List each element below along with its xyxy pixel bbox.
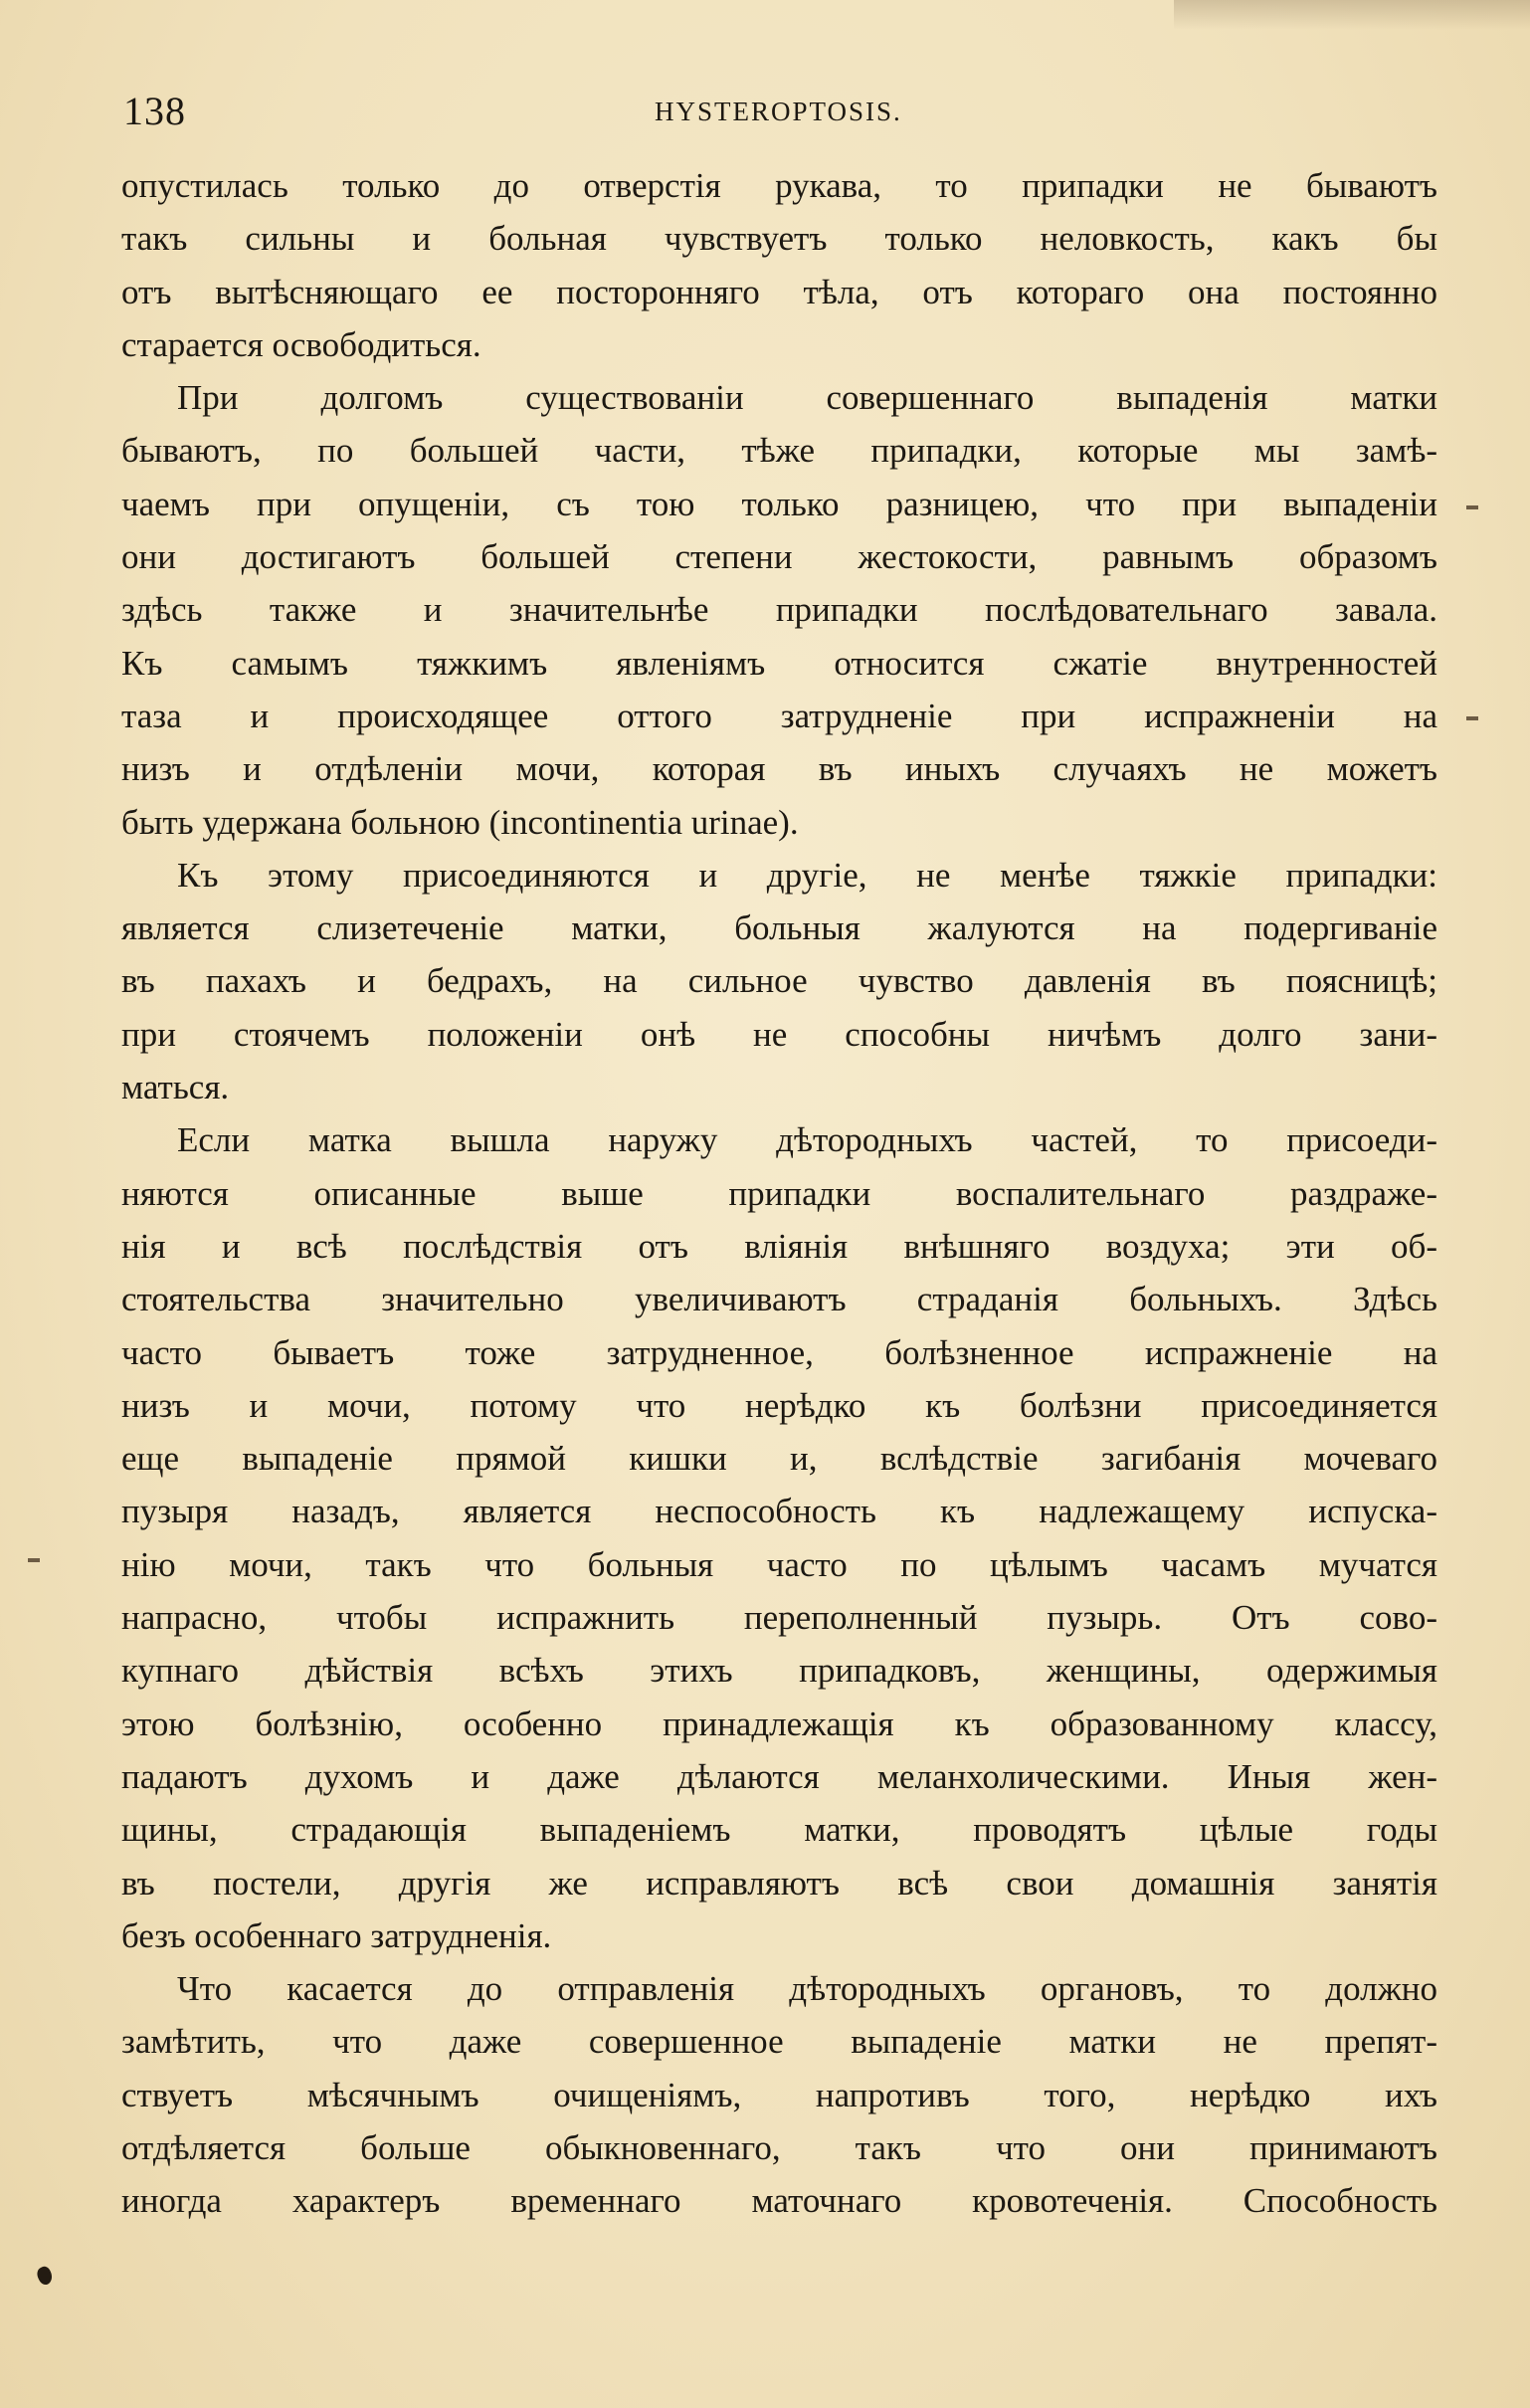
text-line: опустилась только до отверстія рукава, то припадки не бываютъ [121,166,1437,205]
ink-blot [35,2265,55,2287]
text-line: напрасно, чтобы испражнить переполненный пузырь. Отъ сово- [121,1598,1437,1638]
text-line: Къ самымъ тяжкимъ явленіямъ относится сжатіе внутренностей [121,643,1437,683]
paragraph [121,849,1437,1113]
margin-mark [1466,716,1478,720]
text-line: щины, страдающія выпаденіемъ матки, проводятъ цѣлые годы [121,1810,1437,1850]
text-line: таза и происходящее оттого затрудненіе при испражненіи на [121,696,1437,735]
text-line: замѣтить, что даже совершенное выпаденіе матки не препят- [121,2022,1437,2062]
paragraph [121,1962,1437,2227]
text-line: Къ этому присоединяются и другіе, не менѣе тяжкіе припадки: [177,855,1437,895]
text-line: купнаго дѣйствія всѣхъ этихъ припадковъ, женщины, одержимыя [121,1651,1437,1691]
text-line: низъ и отдѣленіи мочи, которая въ иныхъ случаяхъ не можетъ [121,749,1437,789]
text-line: старается освободиться. [121,324,481,364]
page-number: 138 [123,89,186,133]
body-text [121,159,1437,2228]
text-line: иногда характеръ временнаго маточнаго кровотеченія. Способность [121,2181,1437,2221]
text-line: еще выпаденіе прямой кишки и, вслѣдствіе загибанія мочеваго [121,1439,1437,1479]
text-line: бываютъ, по большей части, тѣже припадки, которые мы замѣ- [121,431,1437,471]
text-line: маться. [121,1068,230,1107]
text-line: отдѣляется больше обыкновеннаго, такъ что они принимаютъ [121,2127,1437,2167]
text-line: падаютъ духомъ и даже дѣлаются меланхолическими. Иныя жен- [121,1756,1437,1796]
text-line: пузыря назадъ, является неспособность къ надлежащему испуска- [121,1492,1437,1531]
text-line: Что касается до отправленія дѣтородныхъ органовъ, то должно [177,1969,1437,2009]
text-line: часто бываетъ тоже затрудненное, болѣзненное испражненіе на [121,1332,1437,1372]
text-line: безъ особеннаго затрудненія. [121,1915,552,1955]
text-line: быть удержана больною (incontinentia urinae). [121,802,799,842]
margin-mark [1466,505,1478,509]
text-line: нію мочи, такъ что больныя часто по цѣлымъ часамъ мучатся [121,1544,1437,1584]
text-line: Если матка вышла наружу дѣтородныхъ частей, то присоеди- [177,1120,1437,1160]
running-head: HYSTEROPTOSIS. [655,97,902,126]
text-line: они достигаютъ большей степени жестокости, равнымъ образомъ [121,537,1437,577]
text-line: ствуетъ мѣсячнымъ очищеніямъ, напротивъ того, нерѣдко ихъ [121,2075,1437,2114]
text-line: при стоячемъ положеніи онѣ не способны ничѣмъ долго зани- [121,1014,1437,1054]
text-line: въ пахахъ и бедрахъ, на сильное чувство давленія въ поясницѣ; [121,961,1437,1001]
margin-mark [28,1558,40,1562]
paragraph [121,371,1437,849]
text-line: этою болѣзнію, особенно принадлежащія къ образованному классу, [121,1704,1437,1743]
text-line: отъ вытѣсняющаго ее посторонняго тѣла, отъ котораго она постоянно [121,272,1437,311]
text-line: здѣсь также и значительнѣе припадки послѣдовательнаго завала. [121,590,1437,630]
text-line: такъ сильны и больная чувствуетъ только неловкость, какъ бы [121,219,1437,259]
text-line: няются описанные выше припадки воспалительнаго раздраже- [121,1173,1437,1213]
page-header [123,82,1436,141]
text-line: низъ и мочи, потому что нерѣдко къ болѣзни присоединяется [121,1385,1437,1425]
page-stain [1174,0,1530,30]
text-line: чаемъ при опущеніи, съ тою только разницею, что при выпаденіи [121,484,1437,523]
text-line: стоятельства значительно увеличиваютъ страданія больныхъ. Здѣсь [121,1280,1437,1319]
text-line: При долгомъ существованіи совершеннаго выпаденія матки [177,378,1437,418]
text-line: нія и всѣ послѣдствія отъ вліянія внѣшняго воздуха; эти об- [121,1226,1437,1266]
paragraph [121,1113,1437,1962]
text-line: является слизетеченіе матки, больныя жалуются на подергиваніе [121,908,1437,948]
paragraph [121,159,1437,371]
text-line: въ постели, другія же исправляютъ всѣ свои домашнія занятія [121,1863,1437,1903]
